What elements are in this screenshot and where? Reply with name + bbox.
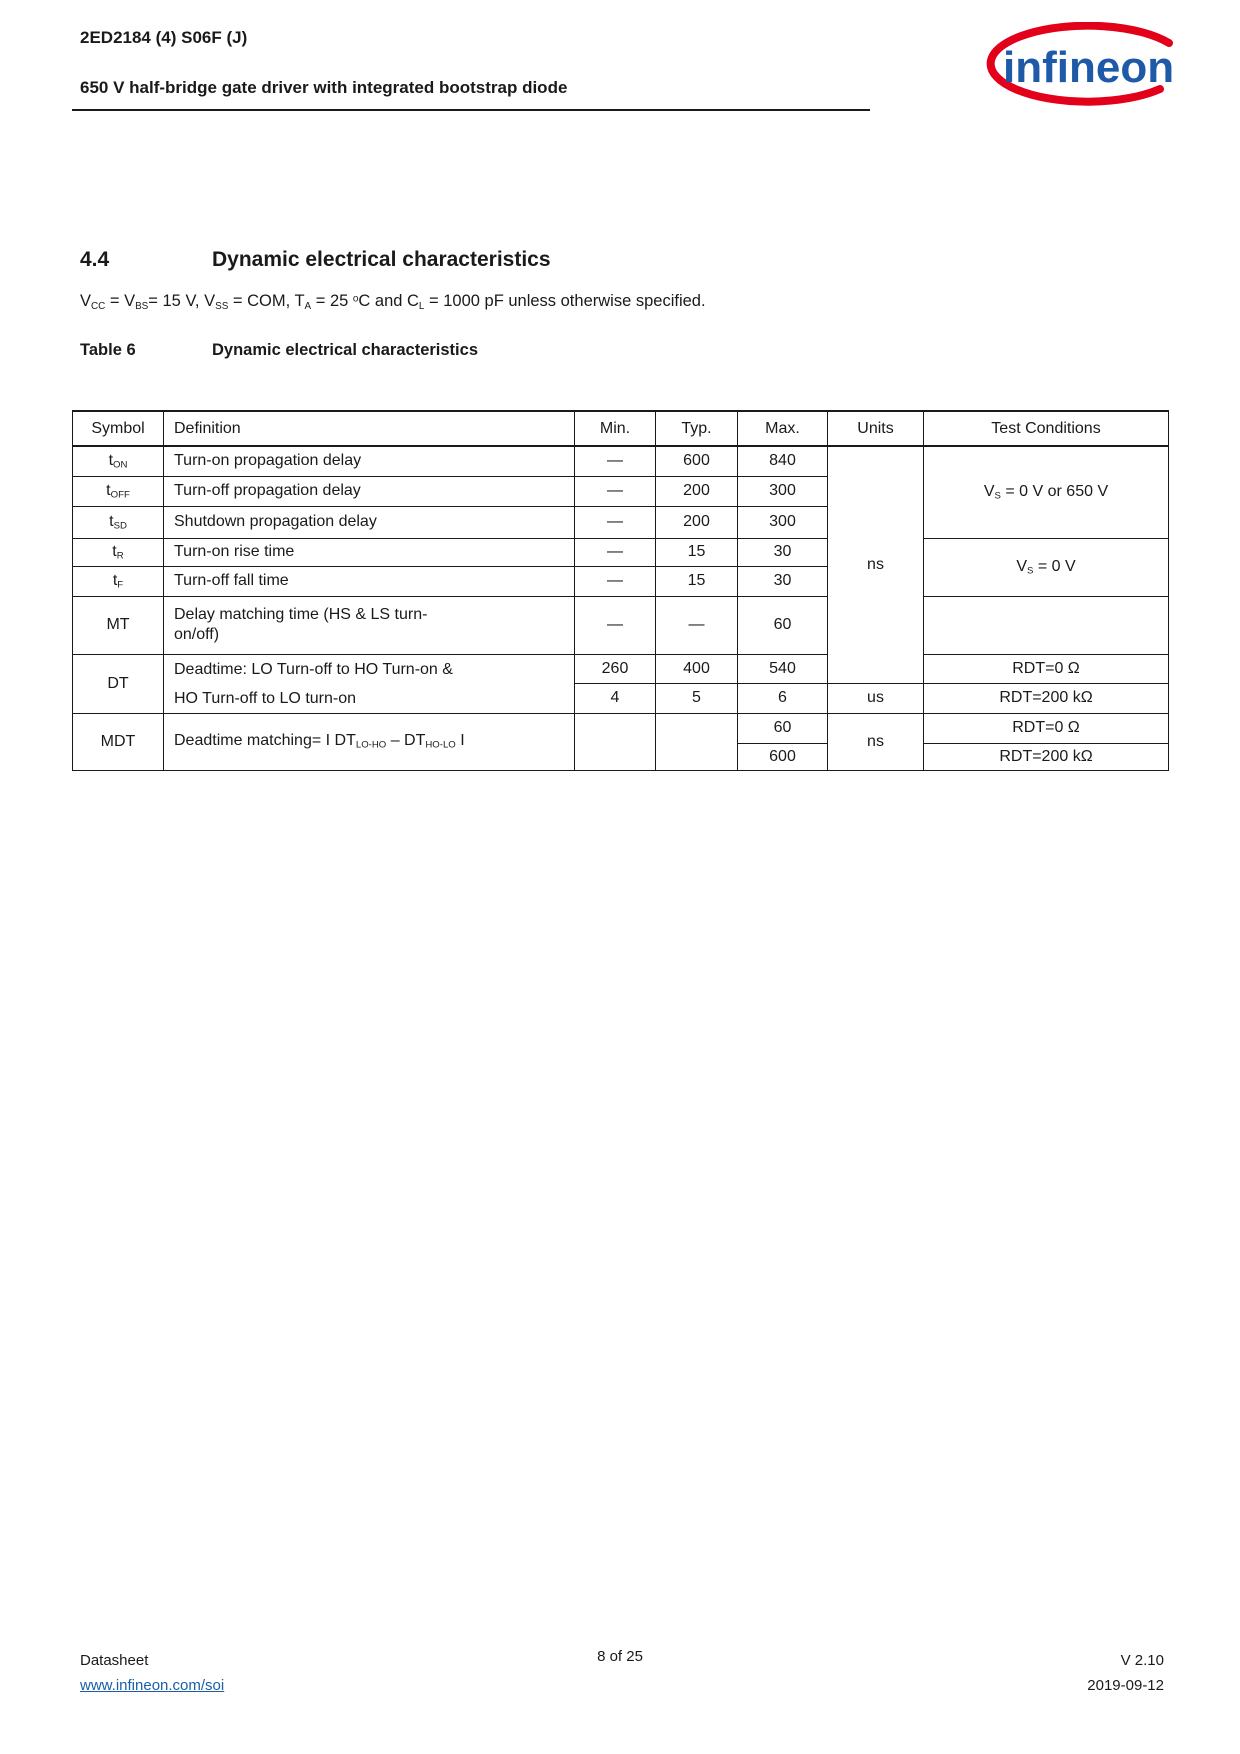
cell-mdt-typ-empty (656, 713, 738, 770)
cell-mt-definition: Delay matching time (HS & LS turn- on/off) (164, 596, 575, 654)
cell-ton-min: — (575, 446, 656, 476)
cell-toff-definition: Turn-off propagation delay (164, 476, 575, 506)
table-caption-label: Table 6 (80, 341, 136, 359)
dynamic-characteristics-table (72, 410, 1169, 771)
cell-dt2-min: 4 (575, 683, 656, 713)
cell-ton-max: 840 (738, 446, 828, 476)
header-divider (72, 109, 870, 111)
table-header-row (73, 411, 1169, 446)
table-row (73, 654, 1169, 683)
product-title: 2ED2184 (4) S06F (J) (80, 28, 248, 47)
cell-tsd-definition: Shutdown propagation delay (164, 506, 575, 538)
infineon-logo (972, 22, 1178, 117)
col-header-definition: Definition (164, 411, 575, 446)
cell-tsd-max: 300 (738, 506, 828, 538)
cell-mt-cond-empty (924, 596, 1169, 654)
table-row (73, 538, 1169, 566)
cell-mt-symbol: MT (73, 596, 164, 654)
footer-doc-type: Datasheet (80, 1652, 149, 1669)
cell-dt1-max: 540 (738, 654, 828, 683)
col-header-symbol: Symbol (73, 411, 164, 446)
footer-website-link[interactable]: www.infineon.com/soi (80, 1677, 225, 1694)
table-row (73, 596, 1169, 654)
test-conditions-paragraph: $V_{CC} = V_{BS}= 15$ V, $V_{SS}$ = COM, $T_A = 25$ $^o$C and $C_L = 1000$ pF unless otherwise specified. (80, 292, 706, 312)
cell-dt1-min: 260 (575, 654, 656, 683)
cell-tr-max: 30 (738, 538, 828, 566)
cell-mdt2-max: 600 (738, 743, 828, 770)
cell-dt1-typ: 400 (656, 654, 738, 683)
table-caption-title: Dynamic electrical characteristics (212, 341, 478, 359)
footer-page-number: 8 of 25 (597, 1648, 643, 1665)
cell-tf-max: 30 (738, 566, 828, 596)
cell-toff-min: — (575, 476, 656, 506)
cell-ton-definition: Turn-on propagation delay (164, 446, 575, 476)
cell-tsd-min: — (575, 506, 656, 538)
cell-toff-symbol: $t_{OFF}$ (73, 476, 164, 506)
cell-tr-min: — (575, 538, 656, 566)
cell-units-ns: ns (828, 446, 924, 683)
footer-right (1087, 1648, 1164, 1698)
cell-dt2-units-us: us (828, 683, 924, 713)
cell-tsd-typ: 200 (656, 506, 738, 538)
table-row (73, 446, 1169, 476)
cell-tr-symbol: $t_R$ (73, 538, 164, 566)
cell-mdt-symbol: MDT (73, 713, 164, 770)
section-number: 4.4 (80, 248, 110, 271)
cell-dt2-cond: RDT=200 kΩ (924, 683, 1169, 713)
footer-version: V 2.10 (1120, 1652, 1164, 1669)
cell-mt-min: — (575, 596, 656, 654)
cell-dt-symbol: DT (73, 654, 164, 713)
cell-mt-max: 60 (738, 596, 828, 654)
cell-mdt-units-ns: ns (828, 713, 924, 770)
col-header-test-conditions: Test Conditions (924, 411, 1169, 446)
footer-date: 2019-09-12 (1087, 1677, 1164, 1694)
col-header-min: Min. (575, 411, 656, 446)
cell-dt-definition: Deadtime: LO Turn-off to HO Turn-on & HO Turn-off to LO turn-on (164, 654, 575, 713)
cell-tf-typ: 15 (656, 566, 738, 596)
table-caption (80, 341, 478, 360)
cell-mt-typ: — (656, 596, 738, 654)
cell-tf-min: — (575, 566, 656, 596)
cell-ton-symbol: $t_{ON}$ (73, 446, 164, 476)
cell-mdt2-cond: RDT=200 kΩ (924, 743, 1169, 770)
cell-mdt1-max: 60 (738, 713, 828, 743)
cell-cond-vs-0: $V_S = 0$ V (924, 538, 1169, 596)
cell-tsd-symbol: $t_{SD}$ (73, 506, 164, 538)
cell-mdt1-cond: RDT=0 Ω (924, 713, 1169, 743)
cell-ton-typ: 600 (656, 446, 738, 476)
cell-toff-typ: 200 (656, 476, 738, 506)
cell-tf-definition: Turn-off fall time (164, 566, 575, 596)
cell-dt2-max: 6 (738, 683, 828, 713)
cell-mdt-definition: Deadtime matching= I $DT_{LO-HO} - DT_{HO-LO}$ I (164, 713, 575, 770)
col-header-max: Max. (738, 411, 828, 446)
col-header-typ: Typ. (656, 411, 738, 446)
cell-mdt-min-empty (575, 713, 656, 770)
cell-cond-vs-0-650: $V_S = 0$ V or 650 V (924, 446, 1169, 538)
cell-dt1-cond: RDT=0 Ω (924, 654, 1169, 683)
table-row (73, 713, 1169, 743)
cell-tr-definition: Turn-on rise time (164, 538, 575, 566)
document-subtitle: 650 V half-bridge gate driver with integrated bootstrap diode (80, 78, 568, 97)
logo-text: infineon (1003, 43, 1175, 92)
cell-toff-max: 300 (738, 476, 828, 506)
cell-tf-symbol: $t_F$ (73, 566, 164, 596)
section-title: Dynamic electrical characteristics (212, 248, 551, 271)
cell-tr-typ: 15 (656, 538, 738, 566)
cell-dt2-typ: 5 (656, 683, 738, 713)
col-header-units: Units (828, 411, 924, 446)
